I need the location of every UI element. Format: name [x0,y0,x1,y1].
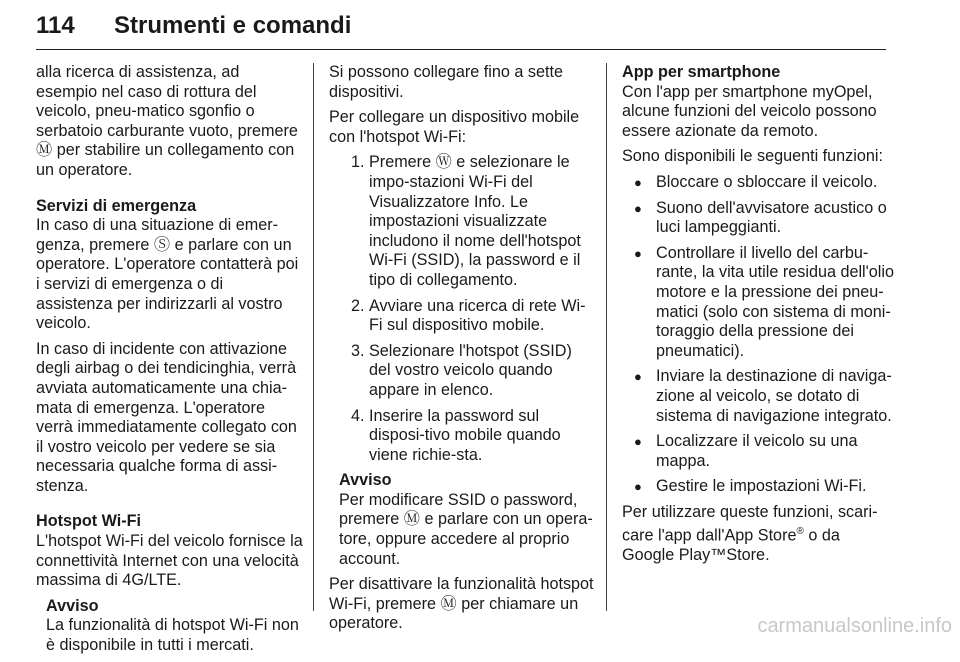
list-item: 1. Premere Ⓦ e selezionare le impo-stazioni Wi-Fi del Visualizzatore Info. Le impostazioni visualizzate includono il nome dell'hotspot Wi-Fi (SSID), la password e il tipo di collegamento. [369,153,597,290]
list-item: ● Controllare il livello del carbu-rante, la vita utile residua dell'olio motore e la pressione dei pneu-matici (solo con sistema di moni-toraggio della pressione dei pneumatici). [656,244,894,362]
paragraph-functions: Sono disponibili le seguenti funzioni: [622,147,883,166]
list-item: ● Bloccare o sbloccare il veicolo. [656,173,894,193]
wifi-button-icon: Ⓦ [435,153,452,172]
paragraph-airbag: In caso di incidente con attivazione degli airbag o dei tendicinghia, verrà avviata automaticamente una chia-mata di emergenza. L'operatore verrà immediatamente collegato con il vostro veicolo per vedere se sia necessaria qualche forma di assi-stenza. [36,339,297,495]
note-heading: Avviso [339,471,392,490]
list-item: ● Suono dell'avvisatore acustico o luci lampeggianti. [656,199,894,238]
list-item: ● Inviare la destinazione di naviga-zione al veicolo, se dotato di sistema di navigazione integrato. [656,367,894,426]
column-2 [329,63,597,640]
header-rule [36,49,886,50]
paragraph-use: Per utilizzare queste funzioni, scari-care l'app dall'App Store® o da Google Play™Store. [622,502,878,565]
assist-button-icon: Ⓜ [403,510,420,529]
paragraph-hotspot: L'hotspot Wi-Fi del veicolo fornisce la connettività Internet con una velocità massima di 4G/LTE. [36,532,303,590]
list-item: 4. Inserire la password sul disposi-tivo mobile quando viene richie-sta. [369,407,597,466]
emergency-button-icon: Ⓢ [153,235,171,254]
heading-hotspot: Hotspot Wi-Fi [36,512,142,531]
list-item: ● Localizzare il veicolo su una mappa. [656,432,894,471]
watermark: carmanualsonline.info [757,615,952,637]
paragraph-howto: Per collegare un dispositivo mobile con l'hotspot Wi-Fi: [329,108,580,146]
heading-app: App per smartphone [622,63,781,81]
heading-emergency: Servizi di emergenza [36,196,197,215]
column-divider-2 [606,63,607,611]
list-item: 3. Selezionare l'hotspot (SSID) del vostro veicolo quando appare in elenco. [369,342,597,401]
list-item: 2. Avviare una ricerca di rete Wi-Fi sul dispositivo mobile. [369,297,597,336]
page-header [36,12,886,52]
registered-mark: ® [796,526,804,538]
note-heading: Avviso [46,596,99,615]
note-ssid [339,471,597,569]
assist-button-icon: Ⓜ [36,141,53,160]
steps-list [329,153,597,465]
paragraph-assistance: alla ricerca di assistenza, ad esempio nel caso di rottura del veicolo, pneu-matico sgonfio o serbatoio carburante vuoto, premere Ⓜ per stabilire un collegamento con un operatore. [36,63,298,179]
functions-list [622,173,894,497]
page-number: 114 [36,12,75,39]
page-title: Strumenti e comandi [114,12,352,39]
list-item: ● Gestire le impostazioni Wi-Fi. [656,477,894,497]
assist-button-icon: Ⓜ [440,594,457,613]
column-3 [622,63,894,572]
paragraph-emergency: In caso di una situazione di emer-genza, premere Ⓢ e parlare con un operatore. L'operatore contatterà poi i servizi di emergenza o di assistenza per indirizzarli al vostro veicolo. [36,216,299,333]
column-1 [36,63,304,662]
note-text: Per modificare SSID o password, premere Ⓜ e parlare con un opera-tore, oppure accedere al proprio account. [339,490,593,568]
note-text: La funzionalità di hotspot Wi-Fi non è disponibile in tutti i mercati. [46,616,299,655]
paragraph-app: Con l'app per smartphone myOpel, alcune funzioni del veicolo possono essere azionate da remoto. [622,82,877,140]
paragraph-connect: Si possono collegare fino a sette dispositivi. [329,63,563,101]
column-divider-1 [313,63,314,611]
paragraph-disable: Per disattivare la funzionalità hotspot Wi-Fi, premere Ⓜ per chiamare un operatore. [329,575,594,633]
note-hotspot [46,597,304,656]
